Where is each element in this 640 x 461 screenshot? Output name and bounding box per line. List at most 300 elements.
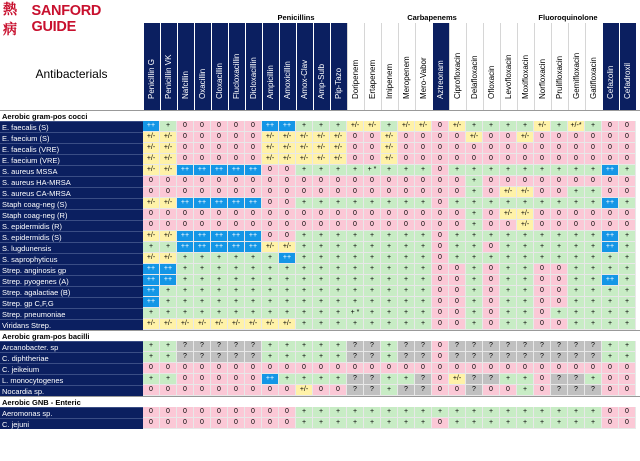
susceptibility-cell: 0 [347, 143, 364, 154]
susceptibility-cell: +/- [245, 319, 262, 330]
susceptibility-cell: + [568, 319, 585, 330]
susceptibility-cell: +/- [330, 132, 347, 143]
susceptibility-cell: + [517, 275, 534, 286]
susceptibility-cell: + [296, 242, 313, 253]
susceptibility-cell: 0 [330, 187, 347, 198]
susceptibility-cell: 0 [415, 143, 432, 154]
susceptibility-cell: 0 [177, 176, 194, 187]
column-header [245, 23, 262, 110]
column-header-label: Amox-Clav [300, 59, 309, 99]
susceptibility-cell: + [330, 198, 347, 209]
susceptibility-cell: + [585, 308, 602, 319]
susceptibility-cell: +/- [517, 187, 534, 198]
organism-label: Staph coag-neg (S) [0, 198, 143, 209]
susceptibility-cell: 0 [262, 363, 279, 374]
susceptibility-cell: 0 [585, 143, 602, 154]
column-header [534, 23, 551, 110]
susceptibility-cell: 0 [551, 154, 568, 165]
susceptibility-cell: + [364, 418, 381, 429]
susceptibility-cell: + [517, 286, 534, 297]
susceptibility-cell: + [517, 231, 534, 242]
susceptibility-cell: + [313, 198, 330, 209]
susceptibility-cell: + [330, 407, 347, 418]
susceptibility-cell: + [296, 418, 313, 429]
organism-label: Nocardia sp. [0, 385, 143, 396]
susceptibility-cell: 0 [602, 385, 619, 396]
susceptibility-cell: +/- [160, 198, 177, 209]
susceptibility-cell: ? [347, 385, 364, 396]
susceptibility-cell: 0 [330, 385, 347, 396]
susceptibility-cell: + [313, 121, 330, 132]
susceptibility-cell: ++ [602, 242, 619, 253]
susceptibility-cell: 0 [585, 220, 602, 231]
susceptibility-cell: 0 [279, 220, 296, 231]
susceptibility-cell: + [568, 418, 585, 429]
susceptibility-cell: ++ [245, 231, 262, 242]
susceptibility-cell: +/- [143, 154, 160, 165]
susceptibility-cell: 0 [432, 176, 449, 187]
susceptibility-cell: +/- [381, 143, 398, 154]
susceptibility-cell: 0 [534, 154, 551, 165]
susceptibility-cell: ? [551, 341, 568, 352]
susceptibility-cell: 0 [245, 132, 262, 143]
susceptibility-cell: 0 [177, 407, 194, 418]
susceptibility-cell: 0 [245, 407, 262, 418]
susceptibility-cell: + [211, 264, 228, 275]
susceptibility-cell: + [211, 275, 228, 286]
susceptibility-cell: 0 [568, 209, 585, 220]
susceptibility-cell: 0 [483, 297, 500, 308]
susceptibility-cell: + [568, 308, 585, 319]
susceptibility-cell: 0 [262, 220, 279, 231]
susceptibility-cell: 0 [296, 220, 313, 231]
susceptibility-cell: + [619, 319, 636, 330]
susceptibility-cell: + [415, 418, 432, 429]
organism-label: Staph coag-neg (R) [0, 209, 143, 220]
susceptibility-cell: + [500, 121, 517, 132]
susceptibility-cell: + [211, 297, 228, 308]
susceptibility-cell: ? [398, 385, 415, 396]
susceptibility-cell: 0 [585, 363, 602, 374]
susceptibility-cell: 0 [432, 165, 449, 176]
susceptibility-cell: + [177, 297, 194, 308]
susceptibility-cell: + [466, 407, 483, 418]
susceptibility-cell: + [568, 165, 585, 176]
susceptibility-cell: + [398, 253, 415, 264]
susceptibility-cell: + [585, 242, 602, 253]
susceptibility-cell: 0 [483, 319, 500, 330]
susceptibility-cell: 0 [619, 154, 636, 165]
susceptibility-cell: + [585, 231, 602, 242]
susceptibility-cell: 0 [211, 209, 228, 220]
organism-label: Aeromonas sp. [0, 407, 143, 418]
susceptibility-cell: + [330, 275, 347, 286]
susceptibility-cell: +/- [279, 132, 296, 143]
susceptibility-cell: + [194, 286, 211, 297]
susceptibility-cell: + [381, 198, 398, 209]
susceptibility-cell: + [568, 253, 585, 264]
section-header: Aerobic gram-pos cocci [0, 110, 640, 121]
susceptibility-cell: + [449, 231, 466, 242]
susceptibility-cell: + [602, 308, 619, 319]
susceptibility-cell: 0 [449, 154, 466, 165]
susceptibility-cell: 0 [194, 143, 211, 154]
susceptibility-cell: 0 [228, 407, 245, 418]
susceptibility-cell: + [466, 121, 483, 132]
susceptibility-cell: + [619, 308, 636, 319]
susceptibility-cell: + [347, 253, 364, 264]
susceptibility-cell: + [160, 352, 177, 363]
susceptibility-cell: + [194, 275, 211, 286]
susceptibility-cell: + [466, 231, 483, 242]
susceptibility-cell: 0 [449, 363, 466, 374]
susceptibility-cell: + [415, 286, 432, 297]
column-header-label: Ampicillin [266, 65, 275, 99]
susceptibility-cell: 0 [347, 187, 364, 198]
group-header: Carbapenems [407, 13, 457, 22]
susceptibility-cell: + [500, 308, 517, 319]
susceptibility-cell: + [602, 264, 619, 275]
susceptibility-cell: + [551, 407, 568, 418]
susceptibility-cell: +/- [313, 154, 330, 165]
susceptibility-cell: ? [398, 352, 415, 363]
susceptibility-cell: 0 [551, 220, 568, 231]
susceptibility-cell: + [313, 308, 330, 319]
susceptibility-cell: + [551, 231, 568, 242]
susceptibility-cell: 0 [432, 352, 449, 363]
susceptibility-cell: +/- [500, 187, 517, 198]
susceptibility-cell: + [245, 308, 262, 319]
susceptibility-cell: + [534, 242, 551, 253]
susceptibility-cell: 0 [602, 176, 619, 187]
susceptibility-cell: 0 [534, 132, 551, 143]
susceptibility-cell: 0 [432, 209, 449, 220]
susceptibility-cell: + [381, 407, 398, 418]
susceptibility-cell: + [279, 297, 296, 308]
susceptibility-cell: +/- [279, 154, 296, 165]
susceptibility-cell: ++ [143, 121, 160, 132]
susceptibility-cell: + [466, 297, 483, 308]
sanford-guide-logo [0, 0, 143, 38]
susceptibility-cell: 0 [619, 418, 636, 429]
susceptibility-cell: + [313, 352, 330, 363]
column-header-label: Gemifloxacin [572, 52, 581, 99]
column-header [296, 23, 313, 110]
susceptibility-cell: 0 [432, 385, 449, 396]
susceptibility-cell: 0 [449, 187, 466, 198]
susceptibility-cell: 0 [143, 176, 160, 187]
susceptibility-cell: + [619, 264, 636, 275]
susceptibility-cell: 0 [449, 209, 466, 220]
susceptibility-cell: ? [568, 374, 585, 385]
susceptibility-cell: + [466, 176, 483, 187]
susceptibility-cell: + [517, 374, 534, 385]
susceptibility-cell: + [381, 374, 398, 385]
susceptibility-cell: + [347, 242, 364, 253]
organism-label: S. saprophyticus [0, 253, 143, 264]
susceptibility-cell: + [364, 264, 381, 275]
column-header [160, 23, 177, 110]
susceptibility-cell: + [568, 231, 585, 242]
susceptibility-cell: + [313, 275, 330, 286]
susceptibility-cell: 0 [619, 363, 636, 374]
susceptibility-cell: + [602, 297, 619, 308]
susceptibility-cell: + [262, 308, 279, 319]
susceptibility-cell: + [398, 275, 415, 286]
susceptibility-cell: + [483, 121, 500, 132]
susceptibility-cell: + [296, 341, 313, 352]
susceptibility-cell: ++ [177, 231, 194, 242]
susceptibility-cell: + [262, 264, 279, 275]
susceptibility-cell: +/- [143, 198, 160, 209]
susceptibility-cell: 0 [449, 385, 466, 396]
susceptibility-cell: ? [551, 352, 568, 363]
susceptibility-cell: 0 [194, 374, 211, 385]
susceptibility-cell: + [449, 418, 466, 429]
susceptibility-cell: 0 [194, 176, 211, 187]
susceptibility-cell: 0 [245, 154, 262, 165]
susceptibility-cell: 0 [194, 121, 211, 132]
susceptibility-cell: + [228, 308, 245, 319]
susceptibility-cell: + [211, 253, 228, 264]
susceptibility-cell: 0 [262, 385, 279, 396]
susceptibility-cell: 0 [483, 308, 500, 319]
susceptibility-cell: 0 [398, 187, 415, 198]
susceptibility-cell: +/- [449, 374, 466, 385]
susceptibility-cell: 0 [415, 132, 432, 143]
susceptibility-cell: +/- [262, 143, 279, 154]
susceptibility-cell: 0 [466, 363, 483, 374]
column-header [568, 23, 585, 110]
column-header [432, 23, 449, 110]
susceptibility-cell: + [585, 187, 602, 198]
susceptibility-cell: 0 [449, 286, 466, 297]
susceptibility-cell: + [415, 308, 432, 319]
susceptibility-cell: + [381, 418, 398, 429]
susceptibility-cell: ++ [194, 231, 211, 242]
susceptibility-cell: ? [245, 341, 262, 352]
susceptibility-cell: 0 [466, 154, 483, 165]
susceptibility-cell: + [330, 242, 347, 253]
susceptibility-cell: + [449, 198, 466, 209]
column-header [483, 23, 500, 110]
susceptibility-cell: 0 [245, 176, 262, 187]
susceptibility-cell: + [296, 231, 313, 242]
susceptibility-cell: 0 [194, 407, 211, 418]
susceptibility-cell: + [228, 275, 245, 286]
susceptibility-cell: 0 [177, 220, 194, 231]
susceptibility-cell: + [500, 275, 517, 286]
susceptibility-cell: 0 [534, 363, 551, 374]
susceptibility-cell: + [262, 341, 279, 352]
susceptibility-cell: + [466, 220, 483, 231]
susceptibility-cell: + [568, 275, 585, 286]
susceptibility-cell: 0 [551, 264, 568, 275]
column-header-label: Nafcillin [181, 70, 190, 99]
susceptibility-cell: + [500, 286, 517, 297]
susceptibility-cell: ++ [262, 121, 279, 132]
column-header [398, 23, 415, 110]
susceptibility-cell: 0 [432, 341, 449, 352]
susceptibility-cell: ? [483, 352, 500, 363]
susceptibility-cell: 0 [364, 176, 381, 187]
susceptibility-cell: + [517, 198, 534, 209]
group-header: Fluoroquinolone [538, 13, 598, 22]
susceptibility-cell: + [330, 231, 347, 242]
susceptibility-cell: 0 [534, 286, 551, 297]
susceptibility-cell: 0 [262, 231, 279, 242]
susceptibility-cell: + [364, 253, 381, 264]
susceptibility-cell: + [517, 385, 534, 396]
susceptibility-cell: + [313, 264, 330, 275]
susceptibility-cell: 0 [279, 198, 296, 209]
susceptibility-cell: ? [347, 352, 364, 363]
column-header-label: Amp-Sulb [317, 63, 326, 99]
susceptibility-cell: + [534, 165, 551, 176]
susceptibility-cell: +/- [330, 154, 347, 165]
susceptibility-cell: 0 [602, 209, 619, 220]
susceptibility-cell: + [466, 319, 483, 330]
susceptibility-cell: + [313, 253, 330, 264]
susceptibility-cell: + [228, 297, 245, 308]
susceptibility-cell: ++ [245, 198, 262, 209]
susceptibility-cell: 0 [177, 374, 194, 385]
susceptibility-cell: + [551, 253, 568, 264]
susceptibility-cell: 0 [330, 176, 347, 187]
susceptibility-cell: + [483, 165, 500, 176]
susceptibility-cell: + [551, 165, 568, 176]
susceptibility-cell: + [415, 275, 432, 286]
susceptibility-cell: + [262, 275, 279, 286]
column-header-label: Delafloxacin [470, 55, 479, 99]
susceptibility-cell: ++ [211, 165, 228, 176]
susceptibility-cell: 0 [143, 209, 160, 220]
susceptibility-cell: 0 [415, 209, 432, 220]
susceptibility-cell: ++ [177, 242, 194, 253]
column-header [211, 23, 228, 110]
susceptibility-cell: ? [585, 352, 602, 363]
susceptibility-cell: + [500, 264, 517, 275]
column-header [364, 23, 381, 110]
susceptibility-cell: + [296, 407, 313, 418]
organism-label: Strep. pneumoniae [0, 308, 143, 319]
susceptibility-cell: + [534, 253, 551, 264]
susceptibility-cell: +/- [262, 319, 279, 330]
susceptibility-cell: 0 [432, 242, 449, 253]
susceptibility-cell: + [330, 121, 347, 132]
susceptibility-cell: 0 [313, 187, 330, 198]
organism-label: Viridans Strep. [0, 319, 143, 330]
susceptibility-cell: 0 [279, 187, 296, 198]
susceptibility-cell: 0 [619, 407, 636, 418]
susceptibility-cell: 0 [432, 418, 449, 429]
susceptibility-cell: + [245, 275, 262, 286]
organism-label: Strep. anginosis gp [0, 264, 143, 275]
susceptibility-cell: 0 [228, 374, 245, 385]
susceptibility-cell: +/- [313, 132, 330, 143]
susceptibility-cell: + [551, 418, 568, 429]
susceptibility-cell: ? [551, 374, 568, 385]
susceptibility-cell: ? [177, 341, 194, 352]
susceptibility-cell: + [279, 341, 296, 352]
column-header-label: Doripenem [351, 59, 360, 99]
susceptibility-cell: 0 [381, 187, 398, 198]
column-header [585, 23, 602, 110]
susceptibility-cell: ? [415, 374, 432, 385]
susceptibility-cell: + [415, 297, 432, 308]
column-header-label: Norfloxacin [538, 58, 547, 99]
susceptibility-cell: 0 [143, 385, 160, 396]
susceptibility-cell: + [415, 165, 432, 176]
susceptibility-cell: 0 [585, 132, 602, 143]
susceptibility-cell: 0 [619, 121, 636, 132]
susceptibility-cell: + [228, 253, 245, 264]
column-header-label: Prulifloxacin [555, 55, 564, 99]
susceptibility-cell: + [449, 242, 466, 253]
susceptibility-cell: 0 [432, 253, 449, 264]
susceptibility-cell: + [330, 253, 347, 264]
susceptibility-cell: + [143, 308, 160, 319]
susceptibility-cell: + [568, 407, 585, 418]
organism-label: L. monocytogenes [0, 374, 143, 385]
susceptibility-cell: + [500, 165, 517, 176]
susceptibility-cell: 0 [296, 363, 313, 374]
susceptibility-cell: + [415, 264, 432, 275]
susceptibility-cell: + [585, 374, 602, 385]
susceptibility-cell: 0 [568, 132, 585, 143]
susceptibility-cell: + [466, 253, 483, 264]
susceptibility-cell: 0 [143, 407, 160, 418]
susceptibility-cell: 0 [364, 154, 381, 165]
susceptibility-cell: 0 [568, 176, 585, 187]
susceptibility-cell: 0 [551, 143, 568, 154]
susceptibility-cell: + [364, 242, 381, 253]
organism-label: S. epidermidis (S) [0, 231, 143, 242]
susceptibility-cell: + [415, 319, 432, 330]
susceptibility-cell: + [466, 418, 483, 429]
susceptibility-cell: + [517, 418, 534, 429]
susceptibility-cell: + [534, 231, 551, 242]
susceptibility-cell: + [279, 374, 296, 385]
susceptibility-cell: ? [568, 352, 585, 363]
susceptibility-cell: 0 [296, 187, 313, 198]
susceptibility-cell: 0 [177, 121, 194, 132]
susceptibility-cell: 0 [432, 198, 449, 209]
susceptibility-cell: 0 [381, 363, 398, 374]
organism-label: E. faecium (S) [0, 132, 143, 143]
organism-label: C. jejuni [0, 418, 143, 429]
susceptibility-cell: 0 [517, 154, 534, 165]
susceptibility-cell: +/- [279, 242, 296, 253]
susceptibility-cell: + [296, 121, 313, 132]
susceptibility-cell: 0 [194, 418, 211, 429]
susceptibility-cell: + [296, 352, 313, 363]
susceptibility-cell: + [279, 286, 296, 297]
susceptibility-cell: ? [364, 385, 381, 396]
susceptibility-cell: + [296, 198, 313, 209]
susceptibility-cell: ? [245, 352, 262, 363]
susceptibility-cell: 0 [364, 143, 381, 154]
susceptibility-cell: + [347, 165, 364, 176]
susceptibility-cell: 0 [551, 187, 568, 198]
susceptibility-cell: + [347, 275, 364, 286]
susceptibility-cell: 0 [432, 286, 449, 297]
susceptibility-cell: ? [500, 352, 517, 363]
susceptibility-cell: ? [177, 352, 194, 363]
column-header-label: Moxifloxacin [521, 54, 530, 99]
susceptibility-cell: + [194, 297, 211, 308]
susceptibility-cell: + [483, 253, 500, 264]
